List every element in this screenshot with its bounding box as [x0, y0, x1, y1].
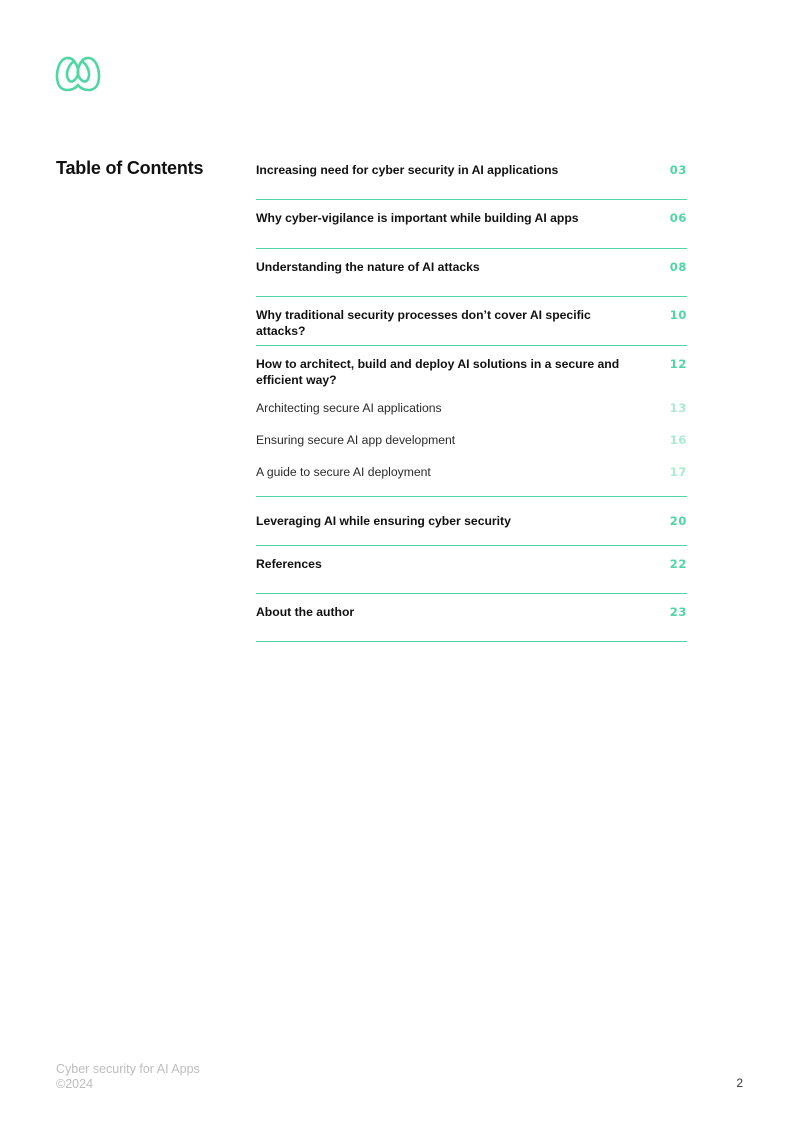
toc-entry-page: 06 — [669, 211, 687, 226]
toc-entry[interactable] — [256, 594, 687, 642]
toc-entry[interactable] — [256, 152, 687, 200]
toc-subentry-page: 16 — [669, 432, 687, 447]
toc-entry-page: 12 — [669, 356, 687, 371]
toc-entry-title: Why cyber-vigilance is important while building AI apps — [256, 211, 579, 226]
toc-entry[interactable] — [256, 546, 687, 594]
toc-entry-title: Understanding the nature of AI attacks — [256, 259, 480, 274]
toc-subentry[interactable] — [256, 458, 687, 497]
toc-entry-page: 10 — [669, 308, 687, 323]
toc-subentry-title: Ensuring secure AI app development — [256, 432, 456, 447]
toc-subentry-page: 17 — [669, 465, 687, 480]
toc-subentry-page: 13 — [669, 400, 687, 415]
toc-entry-title: References — [256, 556, 322, 571]
toc-entry-title: Leveraging AI while ensuring cyber security — [256, 514, 511, 529]
table-of-contents — [256, 152, 687, 642]
toc-entry[interactable] — [256, 497, 687, 546]
toc-entry-page: 20 — [669, 514, 687, 529]
toc-entry-page: 03 — [669, 163, 687, 177]
footer-doc-title: Cyber security for AI Apps — [56, 1062, 200, 1076]
toc-subentry[interactable] — [256, 394, 687, 426]
toc-entry-title: Increasing need for cyber security in AI applications — [256, 163, 559, 177]
toc-entry-title: About the author — [256, 605, 355, 620]
page-title: Table of Contents — [56, 158, 204, 178]
toc-entry-page: 08 — [669, 259, 687, 274]
toc-subentry-title: Architecting secure AI applications — [256, 400, 442, 415]
footer-copyright: ©2024 — [56, 1077, 94, 1091]
toc-subentry[interactable] — [256, 426, 687, 458]
brand-logo-icon — [55, 55, 101, 93]
page-number: 2 — [736, 1076, 743, 1090]
toc-subentry-title: A guide to secure AI deployment — [256, 465, 431, 480]
toc-entry[interactable] — [256, 297, 687, 345]
toc-entry-page: 22 — [669, 556, 687, 571]
toc-entry-title: How to architect, build and deploy AI solutions in a secure and efficient way? — [256, 356, 620, 387]
toc-entry-title: Why traditional security processes don’t cover AI specific attacks? — [256, 308, 591, 339]
toc-entry[interactable] — [256, 249, 687, 297]
footer-doc-info — [56, 1062, 200, 1092]
toc-entry[interactable] — [256, 346, 687, 394]
toc-entry[interactable] — [256, 200, 687, 248]
toc-entry-page: 23 — [669, 605, 687, 620]
